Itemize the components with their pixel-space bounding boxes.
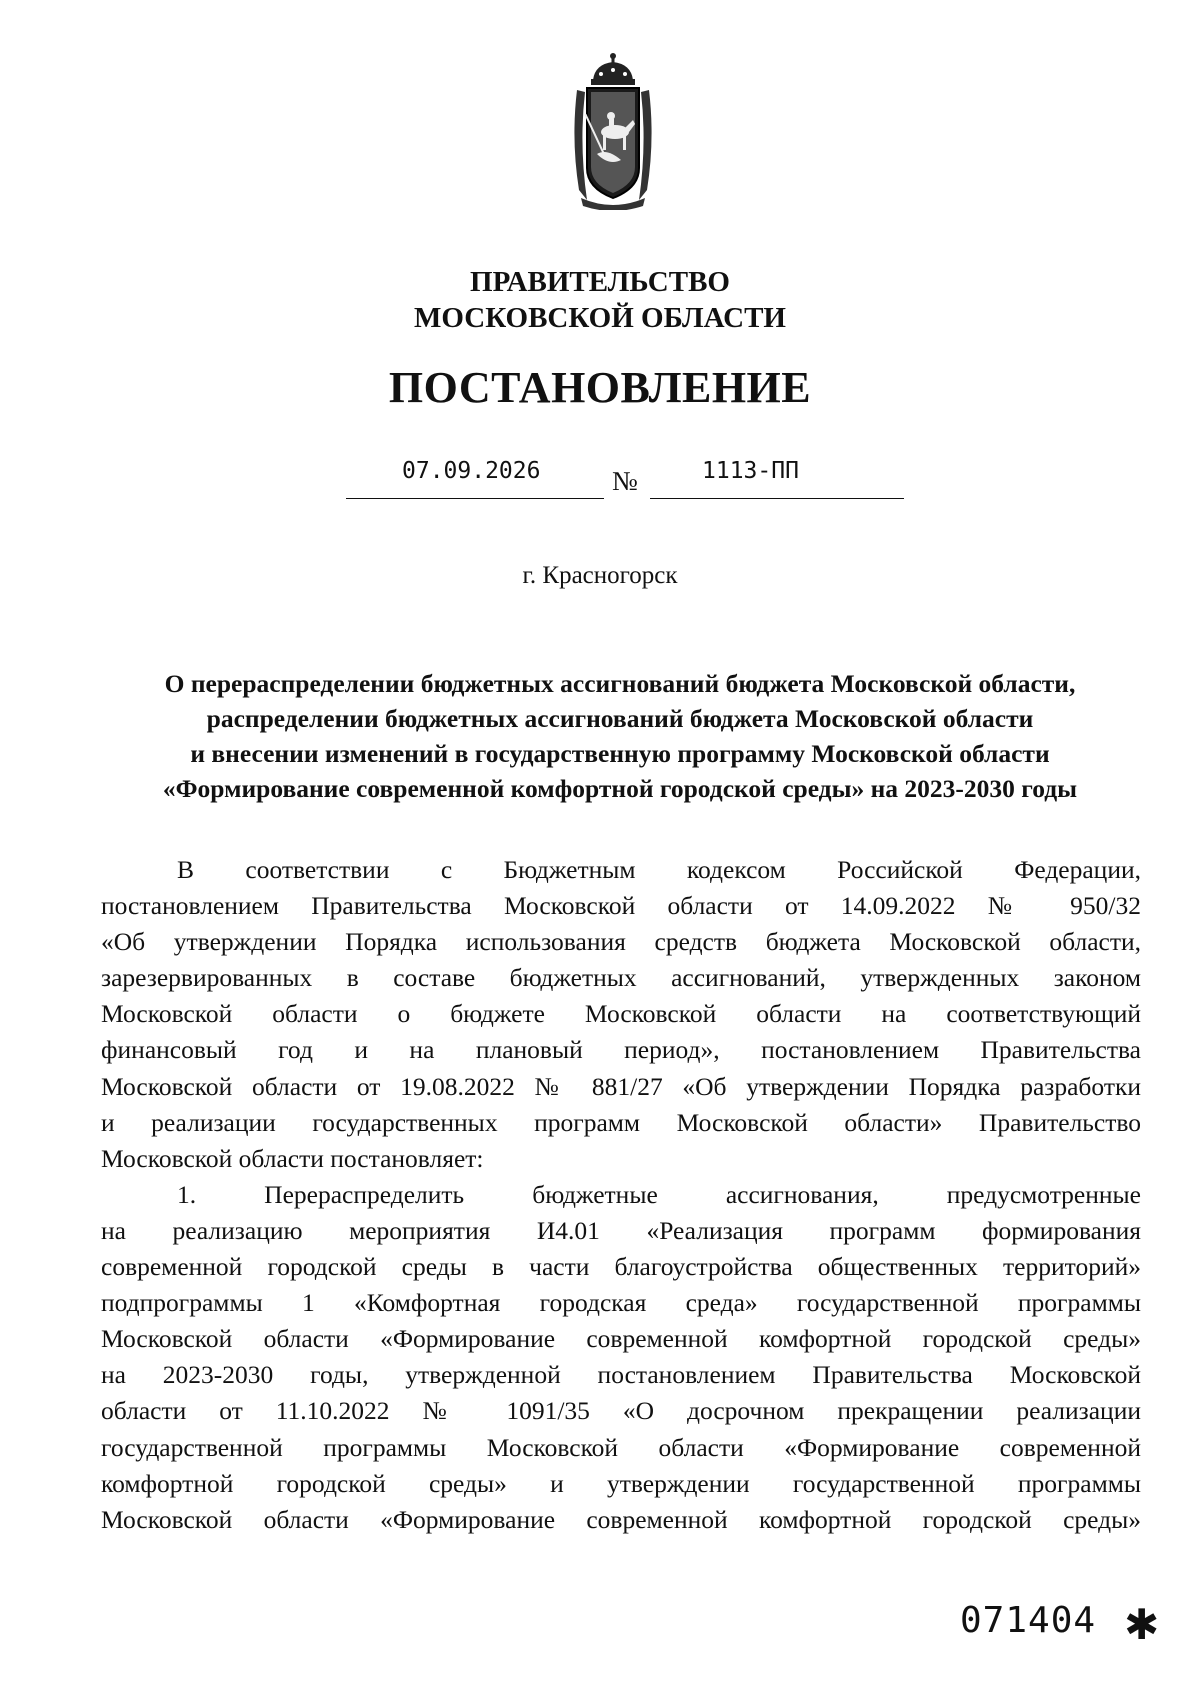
organization-line-1: ПРАВИТЕЛЬСТВО <box>470 266 730 298</box>
asterisk-icon: ✱ <box>1124 1600 1160 1649</box>
coat-of-arms-icon <box>563 50 663 210</box>
body-line: 1. Перераспределить бюджетные ассигнования, предусмотренные <box>177 1179 1141 1209</box>
document-type: ПОСТАНОВЛЕНИЕ <box>388 363 812 412</box>
body-line: В соответствии с Бюджетным кодексом Российской Федерации, <box>177 855 1141 884</box>
body-line: Московской области «Формирование современной комфортной городской среды» <box>101 1504 1141 1534</box>
title-line: «Формирование современной комфортной городской среды» на 2023-2030 годы <box>162 774 1078 803</box>
title-line: и внесении изменений в государственную программу Московской области <box>190 739 1050 768</box>
body-line: государственной программы Московской области «Формирование современной <box>101 1432 1141 1462</box>
body-line: Московской области постановляет: <box>101 1143 484 1173</box>
number-sign: № <box>612 466 638 496</box>
body-line: зарезервированных в составе бюджетных ассигнований, утвержденных законом <box>101 963 1141 993</box>
document-title <box>100 666 1140 806</box>
document-date: 07.09.2026 <box>402 458 541 484</box>
body-line: Московской области от 19.08.2022 № 881/27 «Об утверждении Порядка разработки <box>101 1071 1141 1101</box>
document-number: 1113-ПП <box>702 458 799 484</box>
body-line: на 2023-2030 годы, утвержденной постановлением Правительства Московской <box>101 1360 1141 1390</box>
organization-line-2: МОСКОВСКОЙ ОБЛАСТИ <box>413 302 786 334</box>
body-line: современной городской среды в части благоустройства общественных территорий» <box>101 1252 1141 1282</box>
body-line: Московской области о бюджете Московской области на соответствующий <box>101 999 1141 1029</box>
body-line: «Об утверждении Порядка использования средств бюджета Московской области, <box>101 927 1141 957</box>
body-line: комфортной городской среды» и утверждении государственной программы <box>101 1468 1141 1498</box>
title-line: О перераспределении бюджетных ассигнований бюджета Московской области, <box>164 669 1076 698</box>
body-line: Московской области «Формирование современной комфортной городской среды» <box>101 1324 1141 1354</box>
document-body <box>101 852 1141 1538</box>
city: г. Красногорск <box>522 562 678 589</box>
serial-number: 071404 <box>960 1600 1097 1641</box>
number-field <box>650 458 904 499</box>
body-line: на реализацию мероприятия И4.01 «Реализация программ формирования <box>101 1215 1141 1245</box>
body-line: постановлением Правительства Московской области от 14.09.2022 № 950/32 <box>101 891 1141 921</box>
title-line: распределении бюджетных ассигнований бюджета Московской области <box>206 704 1034 733</box>
body-line: области от 11.10.2022 № 1091/35 «О досрочном прекращении реализации <box>101 1396 1141 1426</box>
date-field <box>346 458 604 499</box>
body-line: и реализации государственных программ Московской области» Правительство <box>101 1107 1141 1137</box>
body-line: подпрограммы 1 «Комфортная городская среда» государственной программы <box>101 1288 1141 1318</box>
body-line: финансовый год и на плановый период», постановлением Правительства <box>101 1035 1141 1065</box>
